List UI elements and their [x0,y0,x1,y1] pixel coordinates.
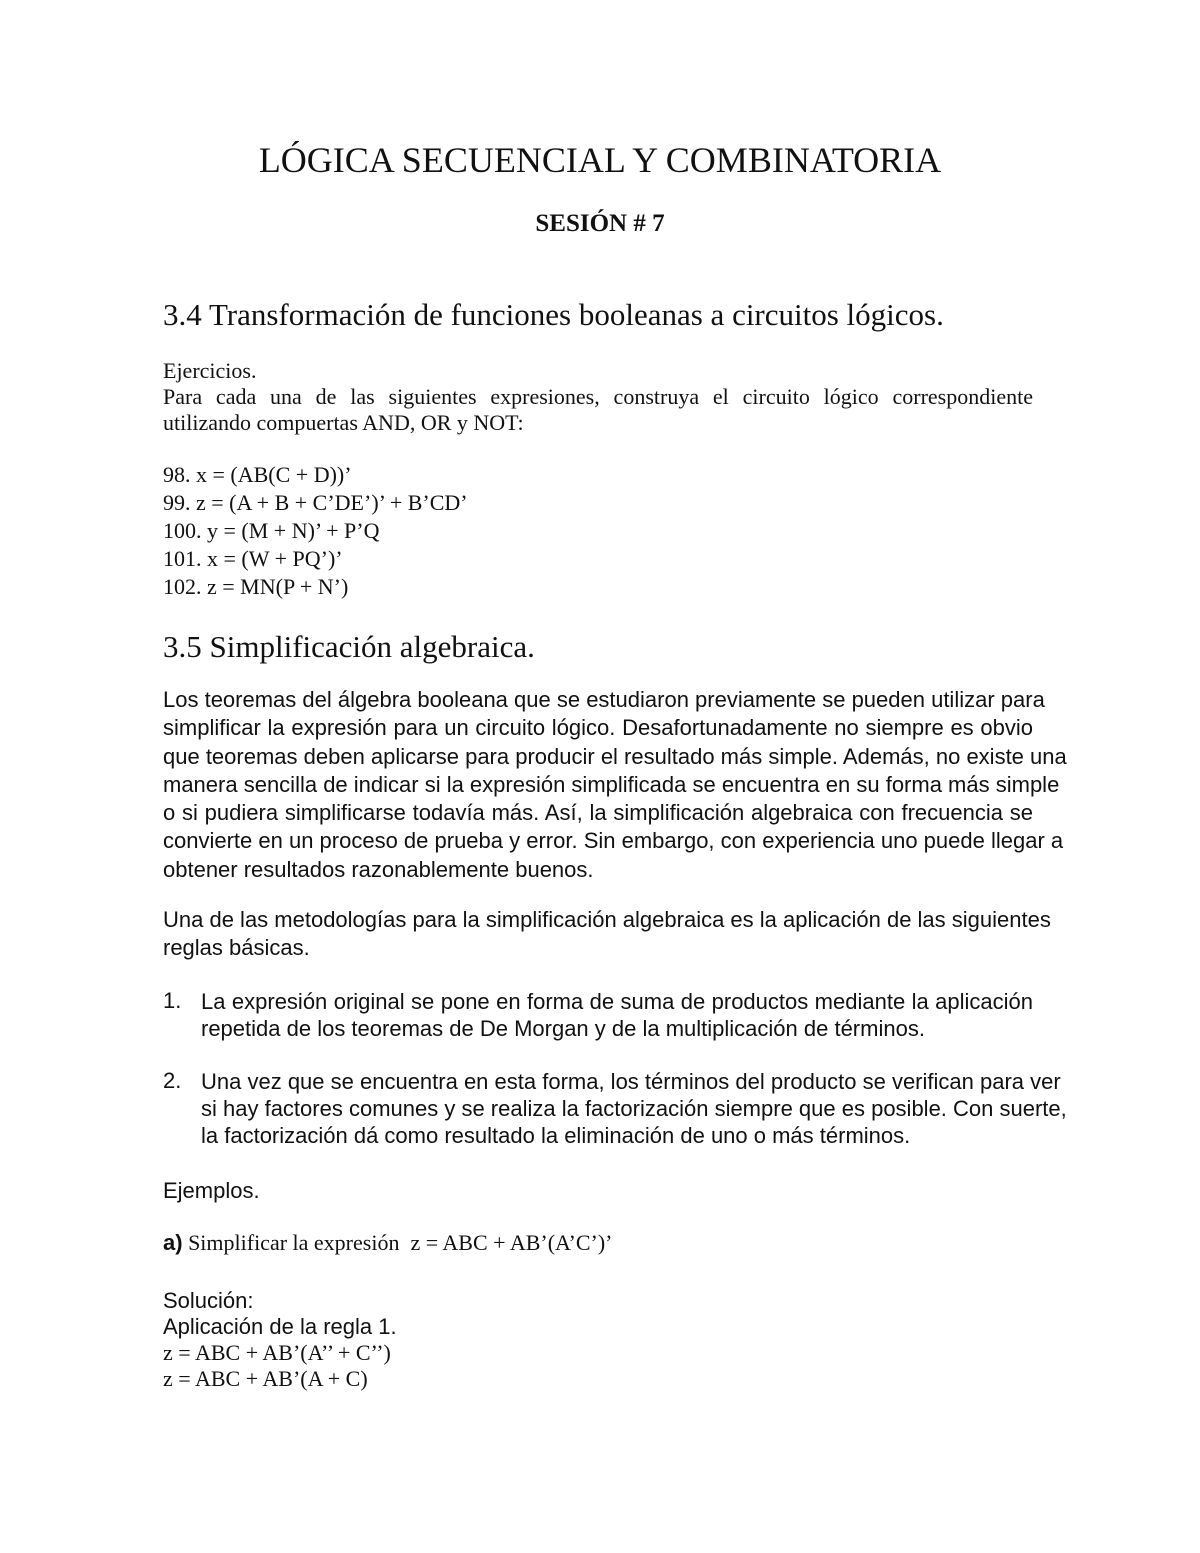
paragraph-1-line: obtener resultados razonablemente buenos. [163,856,594,882]
examples-label: Ejemplos. [163,1178,260,1203]
rule-1-line: La expresión original se pone en forma de suma de productos mediante la aplicación [201,989,1033,1014]
example-a-label: a) [163,1230,183,1255]
rule-2-line: Una vez que se encuentra en esta forma, los términos del producto se verifican para ver [201,1069,1061,1094]
exercise-item-102: 102. z = MN(P + N’) [163,574,349,599]
paragraph-2-line: reglas básicas. [163,935,310,961]
rule-application-label: Aplicación de la regla 1. [163,1314,397,1339]
instructions-line-1: Para cada una de las siguientes expresiones, construya el circuito lógico correspondiente [163,384,1033,409]
exercises-label: Ejercicios. [163,358,257,383]
paragraph-1-line: Los teoremas del álgebra booleana que se estudiaron previamente se pueden utilizar para [163,687,1045,712]
example-a [163,1230,612,1256]
section-3-5-heading: 3.5 Simplificación algebraica. [163,629,535,664]
exercise-item-100: 100. y = (M + N)’ + P’Q [163,518,380,543]
solution-label: Solución: [163,1288,254,1313]
example-a-text: Simplificar la expresión z = ABC + AB’(A’C’)’ [182,1230,613,1255]
paragraph-1-line: manera sencilla de indicar si la expresión simplificada se encuentra en su forma más simple [163,771,1060,797]
solution-step-2: z = ABC + AB’(A + C) [163,1366,368,1391]
paragraph-1-line: que teoremas deben aplicarse para producir el resultado más simple. Además, no existe una [163,743,1067,769]
rule-1-line: repetida de los teoremas de De Morgan y de la multiplicación de términos. [201,1016,925,1041]
paragraph-1-line: simplificar la expresión para un circuito lógico. Desafortunadamente no siempre es obvio [163,715,1033,741]
exercise-item-99: 99. z = (A + B + C’DE’)’ + B’CD’ [163,490,468,515]
rule-2-number: 2. [163,1068,182,1093]
exercise-item-101: 101. x = (W + PQ’)’ [163,546,343,571]
rule-2-text [201,1068,1067,1149]
paragraph-2-line: Una de las metodologías para la simplificación algebraica es la aplicación de las siguientes [163,907,1051,932]
rule-1-number: 1. [163,988,182,1013]
section-3-4-heading: 3.4 Transformación de funciones booleanas a circuitos lógicos. [163,297,944,332]
rule-2-line: si hay factores comunes y se realiza la factorización siempre que es posible. Con suerte, [201,1096,1067,1121]
paragraph-1-line: convierte en un proceso de prueba y error. Sin embargo, con experiencia uno puede llegar a [163,828,1064,854]
paragraph-1 [163,686,1067,884]
solution-step-1: z = ABC + AB’(A’’ + C’’) [163,1340,391,1365]
document-title: LÓGICA SECUENCIAL Y COMBINATORIA [258,140,942,180]
paragraph-2 [163,906,1051,963]
exercise-item-98: 98. x = (AB(C + D))’ [163,462,352,487]
rule-1-text [201,988,1033,1042]
instructions-line-2: utilizando compuertas AND, OR y NOT: [163,410,524,435]
paragraph-1-line: o si pudiera simplificarse todavía más. Así, la simplificación algebraica con frecuencia se [163,800,1033,826]
session-number: SESIÓN # 7 [535,210,665,237]
rule-2-line: la factorización dá como resultado la eliminación de uno o más términos. [201,1123,911,1148]
